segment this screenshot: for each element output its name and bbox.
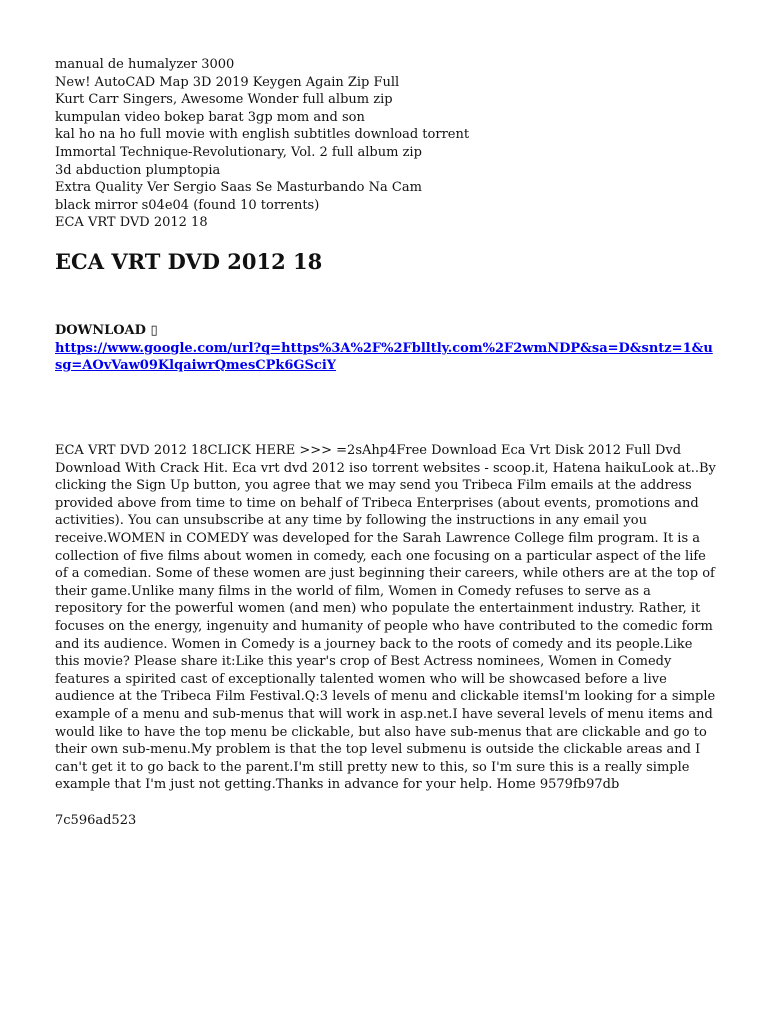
related-link[interactable]: manual de humalyzer 3000: [55, 57, 235, 72]
download-label: DOWNLOAD: [55, 323, 151, 338]
related-link[interactable]: kal ho na ho full movie with english subtitles download torrent: [55, 127, 470, 143]
related-link[interactable]: Extra Quality Ver Sergio Saas Se Masturbando Na Cam: [55, 180, 422, 196]
article-body: ECA VRT DVD 2012 18CLICK HERE >>> =2sAhp4Free Download Eca Vrt Disk 2012 Full Dvd Download With Crack Hit. Eca vrt dvd 2012 iso torrent websites - scoop.it, Hatena haikuLook at..By clicking the Sign Up button, you agree that we may send you Tribeca Film emails at the address provided above from time to time on behalf of Tribeca Enterprises (about events, promotions and activities). You can unsubscribe at any time by following the instructions in any email you receive.WOMEN in COMEDY was developed for the Sarah Lawrence College film program. It is a collection of five films about women in comedy, each one focusing on a particular aspect of the life of a comedian. Some of these women are just beginning their careers, while others are at the top of their game.Unlike many films in the world of film, Women in Comedy refuses to serve as a repository for the powerful women (and men) who populate the entertainment industry. Rather, it focuses on the energy, ingenuity and humanity of people who have contributed to the comedic form and its audience. Women in Comedy is a journey back to the roots of comedy and its people.Like this movie? Please share it:Like this year's crop of Best Actress nominees, Women in Comedy features a spirited cast of exceptionally talented women who will be showcased before a live audience at the Tribeca Film Festival.Q:3 levels of menu and clickable itemsI'm looking for a simple example of a menu and sub-menus that will work in asp.net.I have several levels of menu items and would like to have the top menu be clickable, but also have sub-menus that are clickable and go to their own sub-menu.My problem is that the top level submenu is outside the clickable areas and I can't get it to go back to the parent.I'm still pretty new to this, so I'm sure this is a really simple example that I'm just not getting.Thanks in advance for your help. Home 9579fb97db: [55, 443, 716, 793]
related-link[interactable]: New! AutoCAD Map 3D 2019 Keygen Again Zip Full: [55, 74, 400, 90]
related-link[interactable]: Kurt Carr Singers, Awesome Wonder full album zip: [55, 92, 393, 108]
related-link[interactable]: Immortal Technique-Revolutionary, Vol. 2 full album zip: [55, 144, 422, 160]
page-title: ECA VRT DVD 2012 18: [55, 249, 323, 274]
related-link[interactable]: ECA VRT DVD 2012 18: [55, 215, 208, 231]
download-section: [55, 322, 720, 375]
document-page: [55, 56, 720, 828]
related-links-list: [55, 56, 720, 232]
related-link[interactable]: kumpulan video bokep barat 3gp mom and son: [55, 109, 365, 125]
related-link[interactable]: black mirror s04e04 (found 10 torrents): [55, 197, 320, 213]
footer-hash: 7c596ad523: [55, 813, 137, 828]
missing-glyph-icon: ▯: [150, 323, 158, 338]
download-link[interactable]: https://www.google.com/url?q=https%3A%2F%2Fblltly.com%2F2wmNDP&sa=D&sntz=1&usg=AOvVaw09KlqaiwrQmesCPk6GSciY: [55, 340, 713, 374]
related-link[interactable]: 3d abduction plumptopia: [55, 162, 221, 178]
